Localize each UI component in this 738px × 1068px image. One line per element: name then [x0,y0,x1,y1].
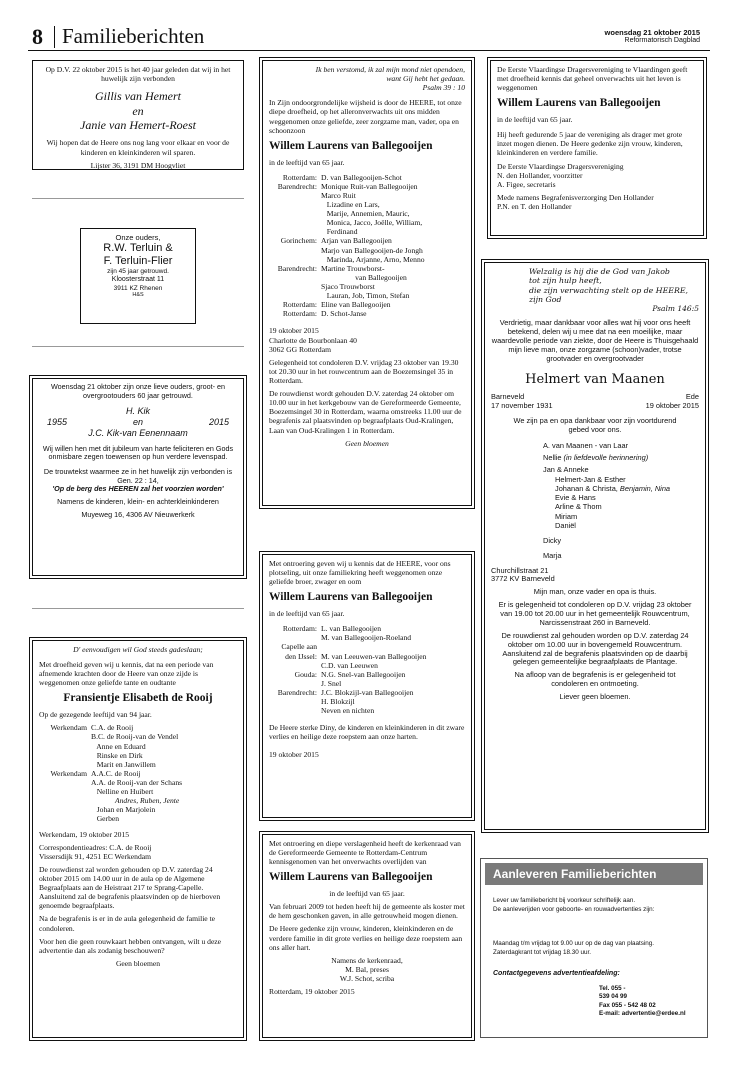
family-place [269,633,321,642]
ad-signature-3: W.J. Schot, scriba [339,974,395,983]
ad-flowers: Geen bloemen [345,438,389,448]
family-row [269,182,465,191]
header-rule [28,50,710,51]
obituary-ad-ballegooijen-church [262,834,472,1038]
info-box [480,858,708,1038]
ad-text-2: 'Op de berg des HEEREN zal het voorzien worden' [52,484,224,494]
family-member: Anne en Eduard [91,741,146,751]
family-member: Marco Ruit [321,190,356,200]
info-line: De aanleverijden voor geboorte- en rouwadvertenties zijn: [493,905,655,913]
family-line: Dicky [543,536,562,546]
family-place [269,200,321,209]
ad-signature-1: Namens de kerkenraad, [331,955,403,965]
family-place [39,778,91,787]
family-line: Jan & Anneke [543,465,589,475]
family-place [39,814,91,823]
ad-gather: Na de begrafenis is er in de aula gelegenheid de familie te condoleren. [39,914,216,933]
ad-deceased-name: Fransientje Elisabeth de Rooij [63,692,213,705]
family-list [39,723,237,823]
family-place: Barendrecht: [277,263,317,273]
ad-flowers: Geen bloemen [115,958,161,968]
ad-date: 19 oktober 2015 [269,326,319,336]
ad-deceased-name: Helmert van Maanen [525,371,665,387]
info-line: Zaterdagkrant tot vrijdag 18.30 uur. [493,948,592,956]
ad-wish: De Heere gedenke zijn vrouw, kinderen, kleinkinderen en de verdere familie in dit grote verlies en heilige deze roepstem aan ons aller hart. [269,924,463,952]
ad-line: Mijn man, onze vader en opa is thuis. [533,587,657,597]
family-row [39,760,237,769]
ad-verse-4: zijn God [529,295,562,305]
family-row [269,273,465,282]
ad-name-1: Gillis van Hemert [95,89,181,104]
ad-verse-1: Ik ben verstomd, ik zal mijn mond niet opendoen, [315,65,465,74]
family-row [269,264,465,273]
family-place [269,697,321,706]
family-member: Sjaco Trouwborst [321,281,375,291]
ad-address-2: 3062 GG Rotterdam [269,344,332,354]
family-member: Marinda, Arjanne, Arno, Menno [321,254,425,264]
header-paper: Reformatorisch Dagblad [624,37,700,44]
family-place: Barendrecht: [277,688,317,697]
family-place: den IJssel: [285,651,317,661]
ad-name-1: H. Kik [125,406,150,417]
family-place: Gorinchem: [280,236,317,246]
obituary-ad-ballegooijen-association [490,60,704,236]
family-member: Gerben [91,814,120,824]
family-member [321,642,465,651]
family-line: Miriam [555,511,578,521]
family-row [269,200,465,209]
family-line: Arline & Thom [555,502,602,512]
family-place: Gouda: [294,669,317,679]
anniversary-ad-gillis [32,60,244,170]
ad-en: en [132,103,144,118]
ad-after: Na afloop van de begrafenis is er gelegenheid tot condoleren en ontmoeting. [514,670,676,689]
family-place: Rotterdam: [282,624,317,634]
family-member: Andres, Ruben, Jente [115,796,180,806]
ad-name-2: J.C. Kik-van Eenennaam [88,427,188,438]
ad-life-dates [491,393,699,411]
family-member: Ferdinand [321,227,358,237]
column-separator [32,346,244,347]
ad-age: Op de gezegende leeftijd van 94 jaar. [39,710,152,720]
family-place [269,218,321,227]
ad-intro: Met droefheid geven wij u kennis, dat na een periode van afnemende krachten door de Heere van onze zijde is weggenomen onze geliefde tante en oudtante [39,660,214,688]
family-row [269,624,465,633]
family-place [39,787,91,796]
ad-thanks: We zijn pa en opa dankbaar voor zijn voortdurend gebed voor ons. [513,416,677,434]
family-list [491,441,699,561]
info-contact-heading: Contactgegevens advertentieafdeling: [493,970,620,978]
family-row [39,814,237,823]
info-tel: Tel. 055 - 539 04 99 [599,984,628,1001]
family-member: Monique Ruit-van Ballegooijen [321,181,418,191]
ad-address-1: Charlotte de Bourbonlaan 40 [269,335,357,345]
ad-deceased-name: Willem Laurens van Ballegooijen [269,591,433,604]
family-row [269,209,465,218]
ad-address: Muyeweg 16, 4306 AV Nieuwerkerk [81,509,195,519]
obituary-ad-ballegooijen-siblings [262,554,472,818]
ad-name: F. Terluin-Flier [103,255,173,268]
ad-name: R.W. Terluin & [103,242,173,254]
obituary-ad-ballegooijen-family [262,60,472,506]
family-line: Helmert-Jan & Esther [555,474,626,484]
family-member: H. Blokzijl [321,697,355,707]
ad-service: De rouwdienst zal worden gehouden op D.V. zaterdag 24 oktober 2015 om 14.00 uur in de aula op de Algemene Begraafplaats aan de Heistraat 217 te Sprang-Capelle. [39,864,213,893]
family-member: Arjan van Ballegooijen [321,236,392,246]
ad-signature-2: M. Bal, preses [345,964,389,974]
family-row [269,679,465,688]
family-member: Martine Trouwborst- [321,263,385,273]
family-member: J.C. Blokzijl-van Ballegooijen [321,688,414,697]
section-title: Familieberichten [62,24,205,48]
obituary-ad-rooij [32,640,244,1038]
ad-intro: Verdrietig, maar dankbaar voor alles wat hij voor ons heeft betekend, delen wij u mee dat na een moeilijke, maar waardevolle periode van ziekte, door de Heere is Thuisgehaald mijn lieve man, onze zorgzame (schoon)vader, trotse grootvader en overgrootvader [491,318,699,363]
family-member: M. van Ballegooijen-Roeland [321,633,412,643]
ad-birth-date: 17 november 1931 [491,401,553,411]
ad-birth-place: Barneveld [491,392,525,402]
ad-year-2: 2015 [208,417,229,428]
family-member: D. van Ballegooijen-Schot [321,172,402,182]
family-row [269,173,465,182]
family-row [269,246,465,255]
ad-service: De rouwdienst zal gehouden worden op D.V. zaterdag 24 oktober om 10.00 uur in bovengemeld Rouwcentrum. Aansluitend zal de begrafenis plaatsvinden op de daarbij gelegen gemeentelijke begraafplaats de Plantage. [501,630,689,667]
family-row [269,661,465,670]
ad-line: 3911 KZ Rhenen [113,284,163,292]
ad-line: H&S [132,292,144,299]
ad-intro: Met ontroering geven wij u kennis dat de HEERE, voor ons plotseling, uit onze familiekring heeft weggenomen onze geliefde broer, zwager en oom [269,559,451,587]
family-row [269,688,465,697]
family-row [269,236,465,245]
ad-death-place: Ede [685,392,699,402]
family-place: Werkendam [50,768,87,778]
anniversary-ad-terluin [80,228,196,324]
family-member: Marjo van Ballegooijen-de Jongh [321,245,423,255]
ad-intro: Met ontroering en diepe verslagenheid heeft de kerkenraad van de Gereformeerde Gemeente te Rotterdam-Centrum kennisgenomen van het onverwachts overlijden van [269,839,461,867]
family-place [269,706,321,715]
info-fax: Fax 055 - 542 48 02 [599,1001,656,1009]
family-row [39,723,237,732]
family-place: Capelle aan [281,642,317,652]
family-member: J. Snel [321,678,342,688]
ad-line: Onze ouders, [115,233,161,242]
family-member: C.D. van Leeuwen [321,660,378,670]
ad-age: in de leeftijd van 65 jaar. [329,889,405,899]
ad-year-1: 1955 [47,417,68,428]
family-line: A. van Maanen - van Laar [543,440,629,450]
family-member: M. van Leeuwen-van Ballegooijen [321,651,427,661]
family-member: Johan en Marjolein [91,805,156,815]
family-place [269,291,321,300]
family-row [269,218,465,227]
ad-service: Van februari 2009 tot heden heeft hij de gemeente als koster met de hem geschonken gaven, in alle getrouwheid mogen dienen. [269,902,465,921]
family-member: A.A. de Rooij-van der Schans [91,778,183,787]
ad-org-2: N. den Hollander, voorzitter [497,170,583,180]
ad-years [39,417,237,428]
family-place: Rotterdam: [282,300,317,310]
family-member: L. van Ballegooijen [321,624,382,634]
ad-verse-2: want Gij hebt het gedaan. [386,74,465,84]
family-member: Lizadine en Lars, [321,200,380,209]
ad-wish: De Heere sterke Diny, de kinderen en kleinkinderen in dit zware verlies en heilige deze roepstem aan onze harten. [269,723,465,742]
family-member: Marit en Janwillem [91,759,156,769]
ad-age: in de leeftijd van 65 jaar. [269,609,345,619]
ad-date: Werkendam, 19 oktober 2015 [39,829,130,839]
family-row [39,751,237,760]
family-member: Nelline en Huibert [91,787,154,797]
ad-names: Namens de kinderen, klein- en achterkleinkinderen [57,496,219,506]
family-row [39,796,237,805]
family-place [269,273,321,282]
family-row [39,742,237,751]
ad-condole: Er is gelegenheid tot condoleren op D.V. vrijdag 23 oktober van 19.00 tot 20.00 uur in het gemeentelijk Rouwcentrum, Narcissenstraat 260 in Barneveld. [498,600,692,627]
family-place [269,227,321,236]
ad-address-2: 3772 KV Barneveld [491,574,555,584]
family-place [39,796,91,805]
family-row [269,227,465,236]
family-place [39,751,91,760]
ad-age: in de leeftijd van 65 jaar. [497,115,573,125]
family-place [39,742,91,751]
ad-en: en [132,417,143,428]
page-number: 8 [32,24,43,49]
family-member: Rinske en Dirk [91,750,143,760]
info-title: Aanleveren Familieberichten [485,863,703,885]
ad-name-2: Janie van Hemert-Roest [80,118,196,132]
family-row [269,191,465,200]
ad-deceased-name: Willem Laurens van Ballegooijen [269,139,433,152]
ad-condole: Gelegenheid tot condoleren D.V. vrijdag 23 oktober van 19.30 tot 20.30 uur in het rouwcentrum aan de Boezemsingel 35 in Rotterdam. [269,357,459,385]
family-row [269,633,465,642]
info-email[interactable]: E-mail: advertentie@erdee.nl [599,1010,686,1018]
ad-deceased-name: Willem Laurens van Ballegooijen [497,97,661,110]
family-place: Rotterdam: [282,172,317,182]
family-member: Marije, Annemien, Mauric, [321,209,410,219]
family-row [269,291,465,300]
family-row [39,732,237,741]
ad-death-date: 19 oktober 2015 [645,401,699,411]
ad-line: zijn 45 jaar getrouwd. [107,268,169,276]
ad-flowers: Liever geen bloemen. [559,692,631,702]
family-line: Daniël [555,520,576,530]
family-place: Rotterdam: [282,309,317,319]
ad-line: Kloosterstraat 11 [111,276,165,284]
family-line: Johanan & Christa, Benjamin, Nina [555,483,671,493]
header-divider [54,26,55,48]
family-member: Neven en nichten [321,706,375,716]
family-place [269,255,321,264]
ad-verse-1: Welzalig is hij die de God van Jakob [529,267,670,276]
ad-verse: D' eenvoudigen wil God steeds gadeslaan; [73,645,203,654]
ad-service: De rouwdienst wordt gehouden D.V. zaterdag 24 oktober om 10.00 uur in het kerkgebouw van de Gereformeerde Gemeente, Boezemsingel 30 in Rotterdam, waarna omstreeks 11.00 uur de begrafenis zal plaatsvinden op begraafplaats Oud-Kralingen, Laan van Oud-Kralingen 1 in Rotterdam. [269,389,462,435]
family-row [39,805,237,814]
ad-date: 19 oktober 2015 [269,749,319,759]
ad-verse-2: tot zijn hulp heeft, [529,276,602,286]
ad-intro: In Zijn ondoorgrondelijke wijsheid is door de HEERE, tot onze diepe droefheid, op het alleronverwachts uit ons midden weggenomen onze geliefde, zeer zorgzame man, vader, opa en schoonzoon [269,98,462,135]
family-place [269,282,321,291]
family-row [269,706,465,715]
family-member: N.G. Snel-van Ballegooijen [321,669,406,679]
family-place: Barendrecht: [277,181,317,191]
ad-verse-ref: Psalm 146:5 [652,304,699,314]
ad-address-1: Churchillstraat 21 [491,565,549,575]
family-member: Lauran, Job, Timon, Stefan [321,291,410,301]
family-member: B.C. de Rooij-van de Vendel [91,732,179,742]
ad-org-1: De Eerste Vlaardingse Dragersvereniging [497,161,624,171]
ad-cards: Voor hen die geen rouwkaart hebben ontvangen, wilt u deze advertentie dan als zodanig beschouwen? [39,936,222,955]
family-member: Monica, Jacco, Joëlle, William, [321,218,423,228]
ad-verse-3: die zijn verwachting stelt op de HEERE, [529,285,688,295]
ad-deceased-name: Willem Laurens van Ballegooijen [269,871,433,884]
ad-text-1: De trouwtekst waarmee ze in het huwelijk zijn verbonden is Gen. 22 : 14, [43,466,233,485]
family-row [269,309,465,318]
ad-text: Hij heeft gedurende 5 jaar de vereniging als drager met grote inzet mogen dienen. De Heere gedenke zijn vrouw, kinderen, kleinkinderen en verdere familie. [497,130,683,158]
family-place [39,805,91,814]
ad-org-3: A. Figee, secretaris [497,179,556,189]
column-separator [32,608,244,609]
family-row [269,300,465,309]
family-member: D. Schot-Janse [321,309,367,319]
family-place [39,760,91,769]
family-row [39,769,237,778]
family-place [269,661,321,670]
ad-intro: De Eerste Vlaardingse Dragersvereniging te Vlaardingen geeft met droefheid kennis dat geheel onverwachts uit het leven is weggenomen [497,65,688,93]
family-place [269,209,321,218]
family-line: Nellie (in liefdevolle herinnering) [543,453,649,463]
column-separator [32,198,244,199]
header-date: woensdag 21 oktober 2015 [604,28,700,37]
ad-correspondence-address: Vissersdijk 91, 4251 EC Werkendam [39,851,152,861]
family-place: Werkendam [50,723,87,733]
family-row [269,255,465,264]
family-row [269,670,465,679]
family-place [269,191,321,200]
info-line: Lever uw familiebericht bij voorkeur schriftelijk aan. [493,897,636,905]
family-place [39,732,91,741]
family-member: van Ballegooijen [321,272,407,282]
family-row [269,642,465,651]
ad-correspondence: Correspondentieadres: C.A. de Rooij [39,842,152,852]
family-line: Marja [543,551,562,561]
family-place [269,246,321,255]
family-row [39,787,237,796]
ad-wish: Wij willen hen met dit jubileum van harte feliciteren en Gods onmisbare zegen toewensen op hun verdere levenspad. [42,443,234,462]
family-member: Eline van Ballegooijen [321,300,391,310]
ad-intro: Op D.V. 22 oktober 2015 is het 40 jaar geleden dat wij in het huwelijk zijn verbonden [45,65,231,84]
ad-date: Rotterdam, 19 oktober 2015 [269,987,355,997]
family-place [269,679,321,688]
family-row [269,652,465,661]
obituary-ad-maanen [484,262,706,830]
family-row [269,282,465,291]
family-member: A.A.C. de Rooij [91,768,141,778]
family-row [269,697,465,706]
ad-verse-ref: Psalm 39 : 10 [422,83,465,93]
family-list [269,173,465,319]
family-line: Evie & Hans [555,493,596,503]
ad-after: Aansluitend zal de begrafenis plaatsvinden op de hierboven genoemde begraafplaats. [39,892,221,911]
ad-age: in de leeftijd van 65 jaar. [269,157,345,167]
family-member: C.A. de Rooij [91,723,134,733]
info-line: Maandag t/m vrijdag tot 9.00 uur op de dag van plaatsing. [493,940,655,948]
page-header [28,22,710,52]
ad-intro: Woensdag 21 oktober zijn onze lieve ouders, groot- en overgrootouders 60 jaar getrouwd. [50,382,226,400]
family-list [269,624,465,715]
ad-also-2: P.N. en T. den Hollander [497,202,572,211]
ad-also-1: Mede namens Begrafenisverzorging Den Hollander [497,192,654,202]
ad-address: Lijster 36, 3191 DM Hoogvliet [90,160,186,170]
family-row [39,778,237,787]
anniversary-ad-kik [32,378,244,576]
ad-wish: Wij hopen dat de Heere ons nog lang voor elkaar en voor de kinderen en kleinkinderen wil sparen. [46,138,230,157]
